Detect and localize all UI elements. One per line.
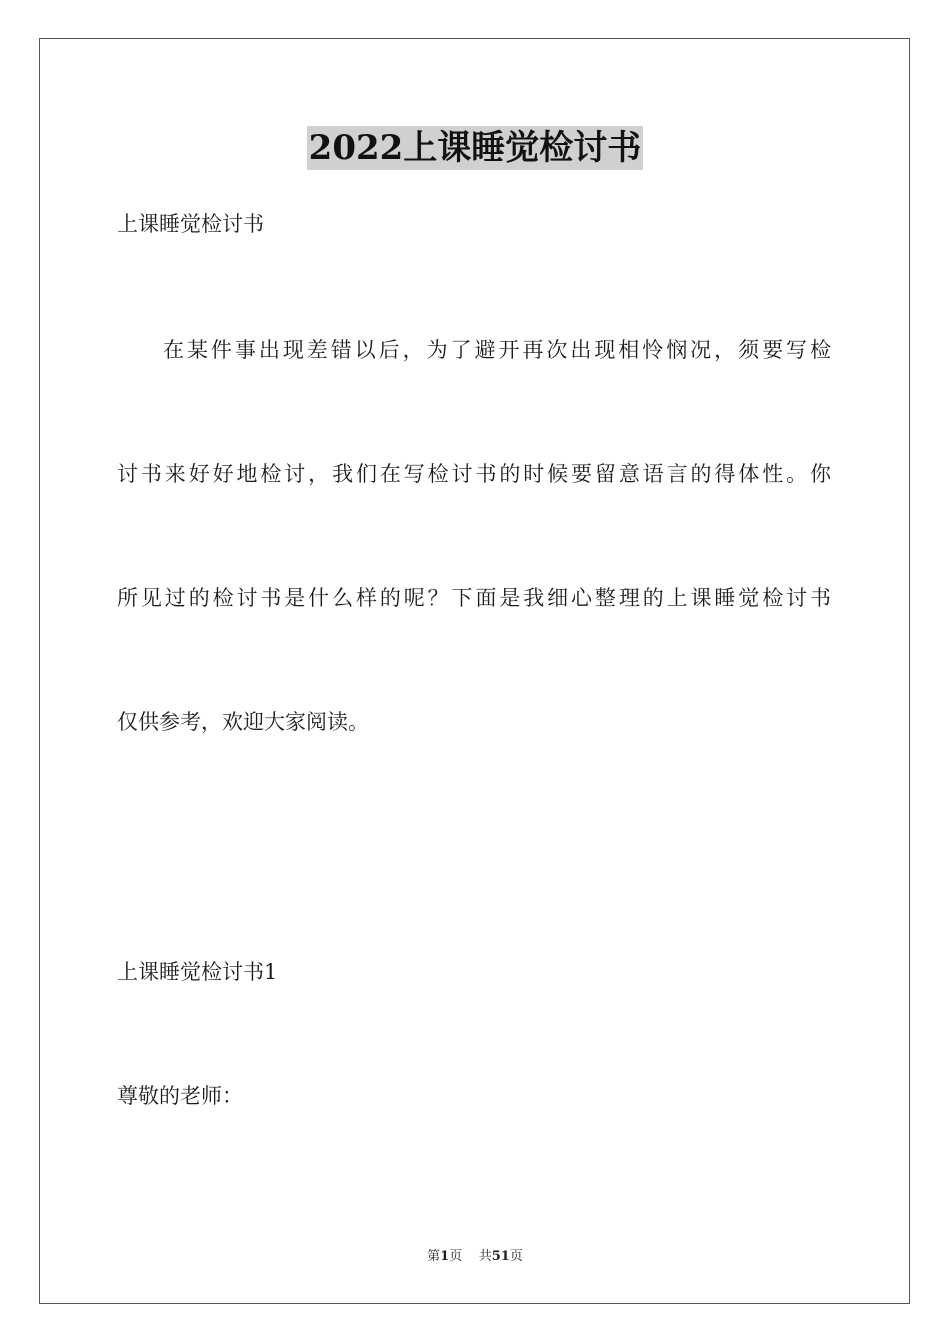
section-heading: 上课睡觉检讨书1 xyxy=(117,960,278,984)
footer-page-prefix: 第 xyxy=(427,1249,441,1264)
document-subtitle: 上课睡觉检讨书 xyxy=(117,212,264,236)
footer-total-suffix: 页 xyxy=(509,1249,523,1264)
intro-line-3: 所见过的检讨书是什么样的呢？下面是我细心整理的上课睡觉检讨书 xyxy=(117,586,831,610)
footer-page-suffix: 页 xyxy=(449,1249,463,1264)
salutation: 尊敬的老师： xyxy=(117,1084,243,1108)
title-container xyxy=(0,126,950,170)
footer-total-pages: 51 xyxy=(491,1249,510,1264)
intro-line-4: 仅供参考，欢迎大家阅读。 xyxy=(117,710,369,734)
page-footer xyxy=(0,1248,950,1266)
intro-line-1: 在某件事出现差错以后，为了避开再次出现相怜悯况，须要写检 xyxy=(163,338,831,362)
document-title: 2022上课睡觉检讨书 xyxy=(308,128,642,168)
footer-page-number: 1 xyxy=(440,1249,450,1264)
footer-total-prefix: 共 xyxy=(478,1249,492,1264)
intro-line-2: 讨书来好好地检讨，我们在写检讨书的时候要留意语言的得体性。你 xyxy=(117,462,831,486)
